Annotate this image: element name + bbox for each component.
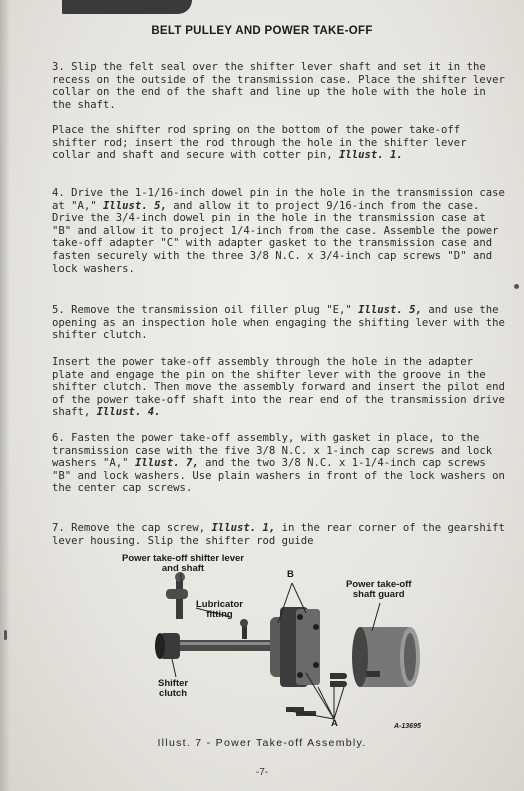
paragraph-text: Place the shifter rod spring on the bottom of the power take-off shifter rod; insert the rod through the hole in the shifter lever collar and shaft and secure with cotter pin, bbox=[52, 124, 467, 162]
power-takeoff-illustration bbox=[0, 547, 524, 752]
paragraph-step-7 bbox=[52, 522, 507, 547]
page-number: -7- bbox=[255, 767, 269, 778]
paragraph-text: 3. Slip the felt seal over the shifter lever shaft and set it in the recess on the outside of the transmission case. Place the shifter lever collar on the end of the shaft and line up the hole with the hole in the shaft. bbox=[52, 61, 505, 111]
paragraph-shifter-rod bbox=[52, 124, 507, 162]
page-tab-mark bbox=[62, 0, 192, 14]
paragraph-text: 5. Remove the transmission oil filler plug "E," bbox=[52, 304, 352, 316]
label-b: B bbox=[287, 569, 294, 580]
label-line: clutch bbox=[159, 688, 188, 699]
paragraph-text: 7. Remove the cap screw, bbox=[52, 522, 206, 534]
paragraph-text: and use the opening as an inspection hole when engaging the shifting lever with the shifter clutch. bbox=[52, 304, 505, 342]
paragraph-text: Insert the power take-off assembly through the hole in the adapter plate and engage the pin on the shifter lever with the groove in the shifter clutch. Then move the assembly forward and insert the pilot end of the power take-off shaft into the rear end of the transmission drive shaft, bbox=[52, 356, 505, 419]
paragraph-step-3 bbox=[52, 61, 507, 111]
paragraph-step-5 bbox=[52, 304, 507, 342]
paragraph-text: and allow it to project 9/16-inch from the case. Drive the 3/4-inch dowel pin in the hole in the transmission case at "B" and allow it to project 1/4-inch from the case. Assemble the power take-off adapter "C" with adapter gasket to the transmission case and fasten securely with the three 3/8 N.C. x 3/4-inch cap screws "D" and lock washers. bbox=[52, 199, 499, 275]
paragraph-insert-assembly bbox=[52, 356, 507, 419]
label-line: and shaft bbox=[161, 563, 205, 574]
label-line: Shifter bbox=[158, 678, 189, 689]
illustration-reference: Illust. 7, bbox=[134, 457, 199, 470]
figure-caption: Illust. 7 - Power Take-off Assembly. bbox=[157, 737, 367, 749]
drawing-code: A-13695 bbox=[394, 723, 421, 730]
label-line: Power take-off bbox=[346, 579, 412, 590]
paragraph-text: 6. Fasten the power take-off assembly, with gasket in place, to the transmission case with the five 3/8 N.C. x 1-inch cap screws and lock washers "A," bbox=[52, 432, 493, 470]
illustration-reference: Illust. 1, bbox=[211, 522, 276, 534]
paragraph-text: and the two 3/8 N.C. x 1-1/4-inch cap screws "B" and lock washers. Use plain washers in front of the lock washers on the center cap screws. bbox=[52, 457, 505, 495]
print-speck bbox=[4, 630, 7, 640]
print-speck bbox=[514, 284, 519, 289]
label-lubricator bbox=[196, 600, 243, 620]
label-line: fitting bbox=[206, 609, 233, 620]
section-heading: BELT PULLEY AND POWER TAKE-OFF bbox=[151, 25, 373, 37]
paragraph-step-6 bbox=[52, 432, 507, 495]
label-a: A bbox=[331, 718, 338, 729]
label-line: shaft guard bbox=[352, 589, 405, 600]
takeoff-shaft bbox=[170, 640, 280, 651]
assembly-drawing bbox=[0, 547, 524, 752]
paragraph-step-4 bbox=[52, 187, 507, 275]
label-shifter-clutch bbox=[158, 679, 188, 699]
label-shaft-guard bbox=[346, 580, 411, 600]
illustration-reference: Illust. 5, bbox=[103, 199, 167, 212]
illustration-reference: Illust. 1. bbox=[339, 149, 403, 162]
illustration-reference: Illust. 5, bbox=[358, 304, 422, 316]
lubricator-fitting-part bbox=[242, 625, 247, 639]
paragraph-text: in the rear corner of the gearshift lever housing. Slip the shifter rod guide bbox=[52, 522, 505, 547]
illustration-reference: Illust. 4. bbox=[96, 406, 161, 419]
paragraph-text: 4. Drive the 1-1/16-inch dowel pin in the hole in the transmission case at "A," bbox=[52, 187, 505, 212]
label-shifter-lever bbox=[122, 554, 244, 574]
label-line: Lubricator bbox=[196, 599, 243, 610]
label-line: Power take-off shifter lever bbox=[122, 553, 244, 564]
